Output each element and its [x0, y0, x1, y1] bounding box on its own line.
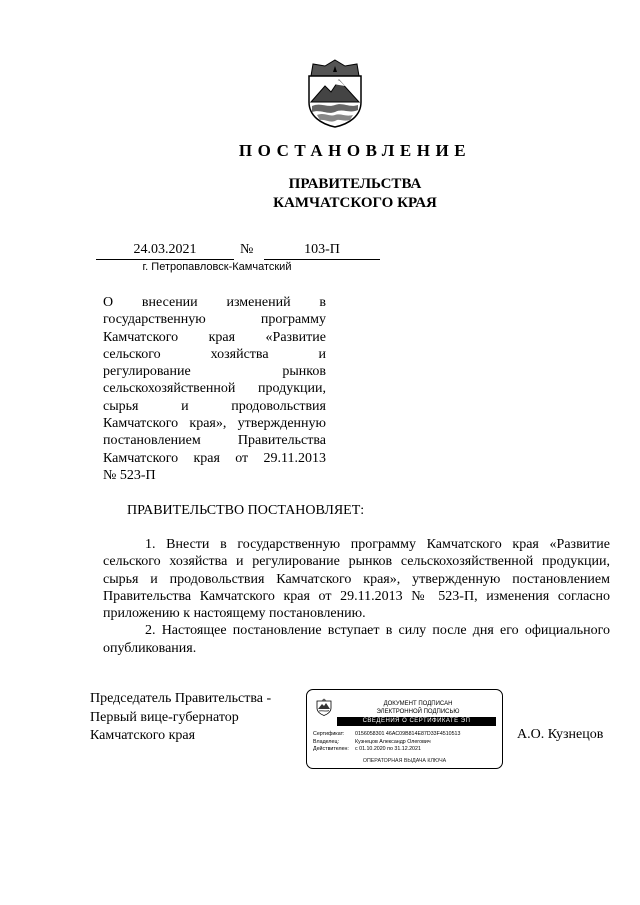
- subject-line: сырья и продовольствия: [103, 398, 326, 414]
- subject-line: № 523-П: [103, 467, 156, 483]
- subject-line: государственную программу: [103, 312, 326, 328]
- signer-position-line: Первый вице-губернатор: [90, 709, 239, 725]
- subject-line: регулирование рынков: [103, 364, 326, 380]
- stamp-valid-row: [313, 746, 421, 753]
- stamp-owner-label: Владелец:: [313, 738, 339, 745]
- stamp-certificate-row: [313, 731, 460, 738]
- subject-line: сельскохозяйственной продукции,: [103, 381, 326, 397]
- stamp-header-line: ДОКУМЕНТ ПОДПИСАН: [383, 701, 453, 707]
- signer-position-line: Председатель Правительства -: [90, 691, 272, 706]
- subject-line: сельского хозяйства и: [103, 346, 326, 362]
- document-body: [103, 536, 610, 657]
- signer-position: [90, 690, 271, 746]
- body-line: приложению к настоящему постановлению.: [103, 606, 366, 622]
- decree-heading: ПРАВИТЕЛЬСТВО ПОСТАНОВЛЯЕТ:: [127, 503, 365, 518]
- stamp-owner-value: Кузнецов Александр Олегович: [355, 738, 431, 745]
- kamchatka-coat-of-arms-icon: [303, 58, 367, 128]
- subject-line: Камчатского края», утвержденную: [103, 416, 326, 432]
- signer-position-line: Камчатского края: [90, 728, 196, 743]
- stamp-certificate-value: 0156058301 46AC09B814E87D33F4510513: [355, 731, 461, 737]
- body-line: 1. Внести в государственную программу Камчатского края «Развитие: [145, 537, 610, 552]
- document-number: 103-П: [264, 242, 380, 260]
- document-date: 24.03.2021: [96, 242, 234, 260]
- issuer-line-2: КАМЧАТСКОГО КРАЯ: [273, 195, 437, 211]
- issuer-line-1: ПРАВИТЕЛЬСТВА: [288, 176, 422, 192]
- signer-name: А.О. Кузнецов: [517, 727, 604, 742]
- stamp-title-bar: СВЕДЕНИЯ О СЕРТИФИКАТЕ ЭП: [337, 717, 496, 726]
- number-sign: №: [240, 242, 254, 257]
- subject-line: Камчатского края от 29.11.2013: [103, 450, 326, 466]
- stamp-certificate-label: Сертификат:: [313, 731, 345, 737]
- body-line: опубликования.: [103, 640, 197, 656]
- body-line: сырья и продовольствия Камчатского края», утвержденную постановлением: [103, 571, 610, 587]
- issuer-heading: [0, 175, 640, 213]
- stamp-valid-value: с 01.10.2020 по 31.12.2021: [355, 746, 421, 752]
- body-line: сельского хозяйства и регулирование рынков сельскохозяйственной продукции,: [103, 554, 610, 570]
- stamp-owner-row: [313, 739, 431, 746]
- subject-line: О внесении изменений в: [103, 295, 326, 310]
- body-line: Правительства Камчатского края от 29.11.2013 № 523-П, изменения согласно: [103, 588, 610, 604]
- e-signature-stamp: [306, 689, 503, 769]
- coat-of-arms-small-icon: [315, 698, 333, 716]
- stamp-valid-label: Действителен:: [313, 746, 349, 752]
- document-type-title: ПОСТАНОВЛЕНИЕ: [238, 141, 472, 160]
- document-city: г. Петропавловск-Камчатский: [142, 261, 292, 273]
- subject-line: Камчатского края «Развитие: [103, 329, 326, 345]
- body-line: 2. Настоящее постановление вступает в силу после дня его официального: [145, 623, 610, 639]
- stamp-header: [337, 701, 499, 716]
- stamp-header-line: ЭЛЕКТРОННОЙ ПОДПИСЬЮ: [376, 708, 460, 715]
- document-subject: [103, 294, 326, 484]
- subject-line: постановлением Правительства: [103, 433, 326, 449]
- stamp-footer: ОПЕРАТОРНАЯ ВЫДАЧА КЛЮЧА: [362, 758, 447, 764]
